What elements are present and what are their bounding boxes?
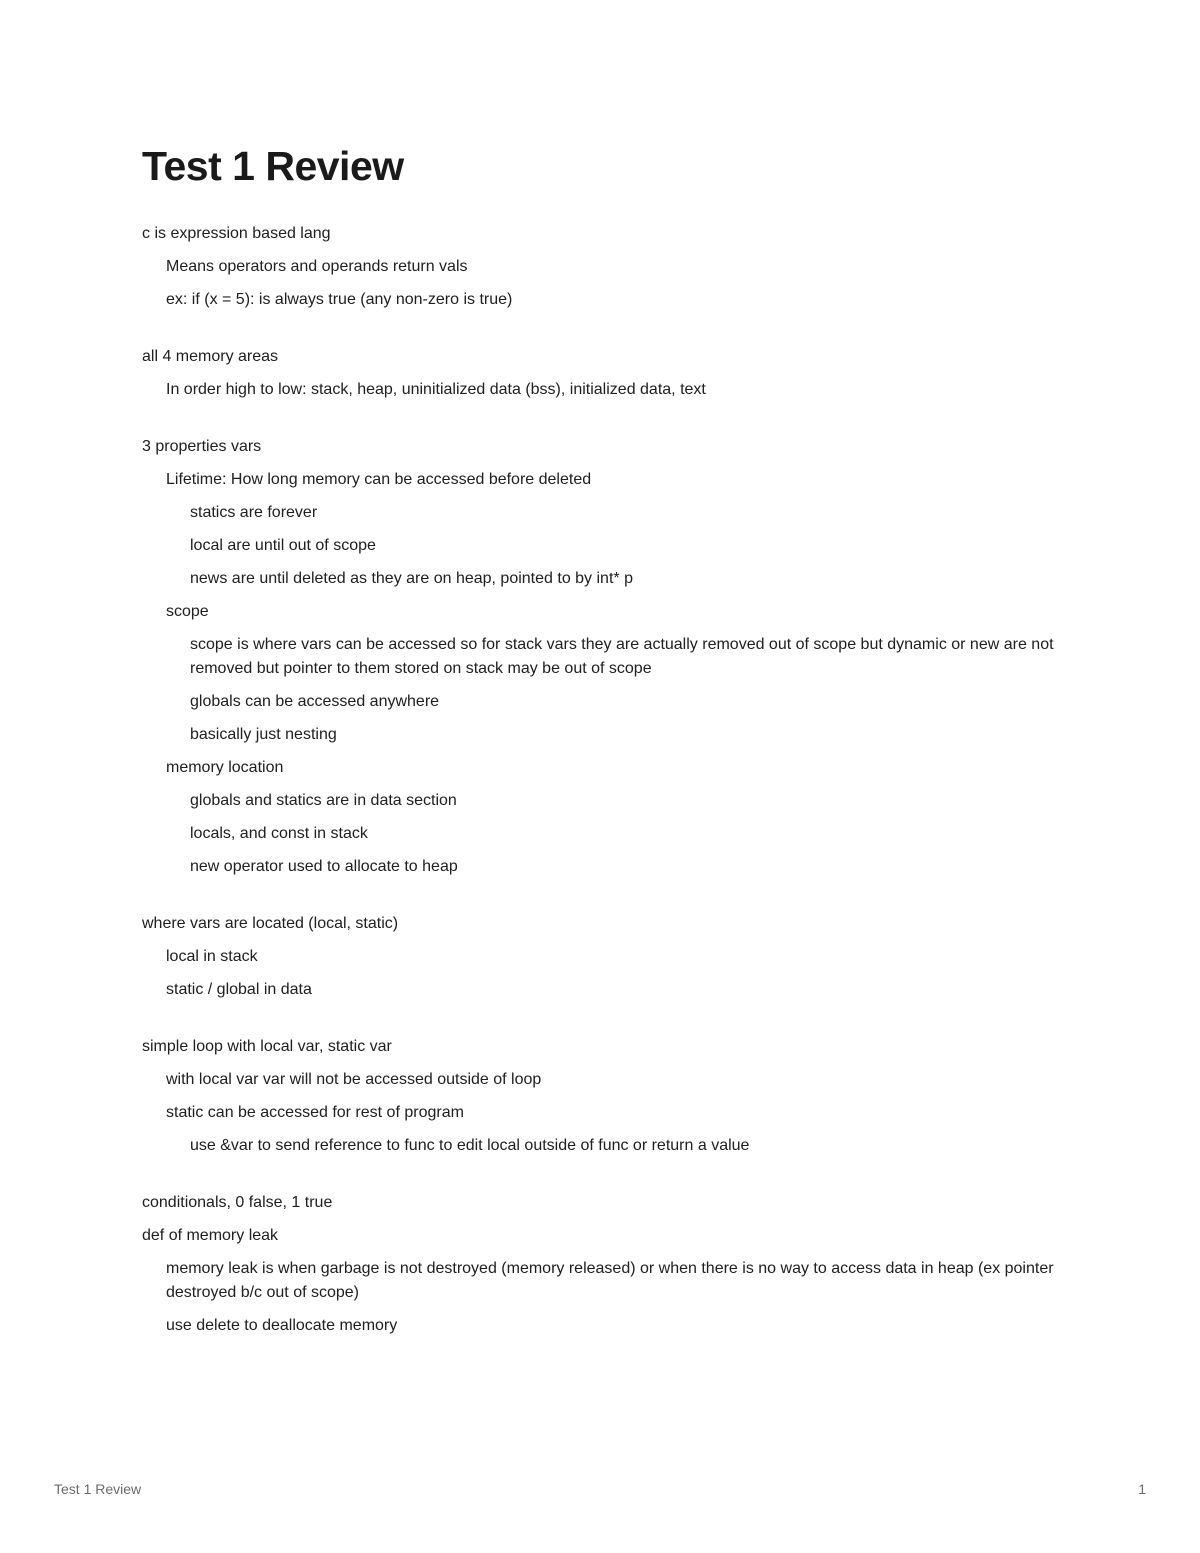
note-heading: def of memory leak: [142, 1227, 279, 1244]
note-bullet: locals, and const in stack: [190, 825, 368, 842]
note-section: [142, 222, 1062, 312]
note-bullet: globals and statics are in data section: [190, 792, 457, 809]
note-bullet: local are until out of scope: [190, 537, 376, 554]
section-gap: [142, 411, 1062, 435]
section-gap: [142, 1167, 1062, 1191]
note-bullet: static / global in data: [166, 981, 312, 998]
note-bullet: In order high to low: stack, heap, uninitialized data (bss), initialized data, text: [166, 381, 706, 398]
section-gap: [142, 888, 1062, 912]
note-heading: all 4 memory areas: [142, 348, 279, 365]
note-bullet: basically just nesting: [190, 726, 337, 743]
note-section: [142, 1035, 1062, 1158]
section-gap: [142, 1011, 1062, 1035]
note-bullet: use &var to send reference to func to edit local outside of func or return a value: [190, 1137, 750, 1154]
note-bullet: scope: [166, 603, 209, 620]
note-bullet: memory leak is when garbage is not destroyed (memory released) or when there is no way to access data in heap (ex pointer destroyed b/c out of scope): [166, 1260, 1054, 1301]
note-bullet: ex: if (x = 5): is always true (any non-zero is true): [166, 291, 513, 308]
page-title: Test 1 Review: [142, 143, 404, 189]
note-bullet: memory location: [166, 759, 284, 776]
note-section: [142, 345, 1062, 402]
note-heading: c is expression based lang: [142, 225, 331, 242]
note-bullet: use delete to deallocate memory: [166, 1317, 398, 1334]
footer-title: Test 1 Review: [54, 1481, 142, 1497]
note-bullet: statics are forever: [190, 504, 318, 521]
note-bullet: scope is where vars can be accessed so for stack vars they are actually removed out of scope but dynamic or new are not removed but pointer to them stored on stack may be out of scope: [190, 636, 1054, 677]
note-bullet: Means operators and operands return vals: [166, 258, 468, 275]
note-bullet: new operator used to allocate to heap: [190, 858, 458, 875]
note-bullet: Lifetime: How long memory can be accessed before deleted: [166, 471, 592, 488]
note-heading: simple loop with local var, static var: [142, 1038, 392, 1055]
note-bullet: local in stack: [166, 948, 258, 965]
section-gap: [142, 321, 1062, 345]
note-section: [142, 1191, 1062, 1338]
note-heading: 3 properties vars: [142, 438, 262, 455]
note-section: [142, 912, 1062, 1002]
note-heading: conditionals, 0 false, 1 true: [142, 1194, 333, 1211]
note-section: [142, 435, 1062, 879]
note-bullet: static can be accessed for rest of program: [166, 1104, 464, 1121]
note-bullet: news are until deleted as they are on heap, pointed to by int* p: [190, 570, 633, 587]
footer-page-number: 1: [1138, 1481, 1146, 1497]
note-bullet: with local var var will not be accessed outside of loop: [166, 1071, 542, 1088]
note-heading: where vars are located (local, static): [142, 915, 399, 932]
note-bullet: globals can be accessed anywhere: [190, 693, 440, 710]
notes-body: [142, 222, 1062, 1347]
